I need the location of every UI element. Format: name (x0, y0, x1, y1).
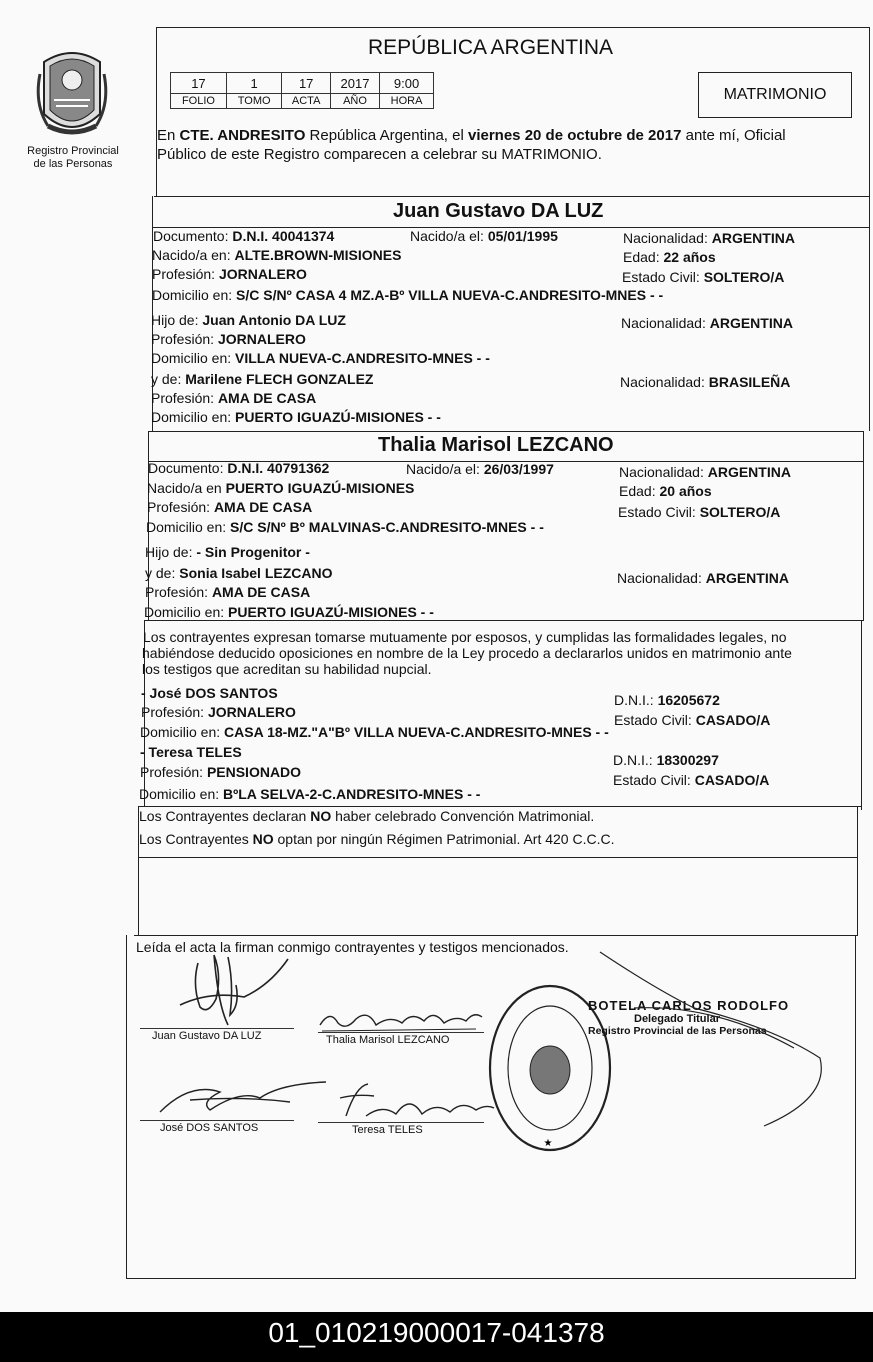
folio-label: FOLIO (171, 94, 227, 109)
value: AMA DE CASA (211, 584, 311, 600)
witness1-estado-civil (614, 712, 770, 728)
hora-value: 9:00 (380, 73, 434, 94)
official-signature (594, 948, 830, 1134)
bride-nacido-el (406, 461, 554, 477)
tomo-value: 1 (226, 73, 282, 94)
intro-text: República Argentina, el (305, 127, 468, 144)
declaration-line-1: Los contrayentes expresan tomarse mutuamente por esposos, y cumplidas las formalidades legales, no (143, 629, 787, 645)
frame-right-1 (869, 27, 870, 431)
value: ARGENTINA (705, 570, 789, 586)
value: PUERTO IGUAZÚ-MISIONES - - (235, 409, 441, 425)
label: Documento: (153, 228, 233, 244)
groom-name: Juan Gustavo DA LUZ (393, 200, 604, 222)
groom-nacionalidad (623, 230, 795, 246)
closing-statement: Leída el acta la firman conmigo contrayentes y testigos mencionados. (136, 939, 569, 955)
label: Estado Civil: (618, 504, 700, 520)
bride-signature-caption: Thalia Marisol LEZCANO (326, 1034, 450, 1046)
value: AMA DE CASA (213, 499, 313, 515)
text-bold: NO (252, 831, 274, 847)
value: 26/03/1997 (483, 461, 554, 477)
act-type-box (698, 72, 852, 118)
value: SOLTERO/A (703, 269, 785, 285)
frame-bottom (126, 1278, 856, 1279)
label: Profesión: (140, 764, 207, 780)
text-bold: NO (310, 808, 332, 824)
logo-caption (18, 145, 128, 171)
value: 22 años (663, 249, 716, 265)
groom-signature-caption: Juan Gustavo DA LUZ (152, 1030, 262, 1042)
groom-documento (153, 228, 334, 244)
label: Profesión: (147, 499, 214, 515)
frame-left-1 (156, 27, 157, 197)
value: D.N.I. 40041374 (232, 228, 335, 244)
divider-groom (154, 196, 870, 197)
declaration-line-2: habiéndose deducido oposiciones en nombre de la Ley procedo a declararlos unidos en matrimonio ante (142, 645, 792, 661)
value: JORNALERO (207, 704, 296, 720)
groom-signature-line (140, 1028, 294, 1029)
bride-signature (316, 1005, 486, 1035)
label: y de: (145, 565, 180, 581)
bride-signature-line (318, 1032, 484, 1033)
label: D.N.I.: (614, 692, 658, 708)
bride-documento (148, 460, 329, 476)
convention-line-2 (139, 831, 614, 847)
witness2-name (140, 744, 242, 760)
witness1-signature-line (140, 1120, 294, 1121)
value: PENSIONADO (206, 764, 302, 780)
intro-date: viernes 20 de octubre de 2017 (467, 127, 682, 144)
label: Domicilio en: (151, 350, 236, 366)
groom-mother-name (151, 371, 373, 387)
value: Juan Antonio DA LUZ (202, 312, 346, 328)
logo-caption-line2: de las Personas (33, 158, 113, 170)
text: optan por ningún Régimen Patrimonial. Art 420 C.C.C. (273, 831, 615, 847)
witness2-estado-civil (613, 772, 769, 788)
groom-father-profesion (151, 331, 306, 347)
acta-label: ACTA (282, 94, 331, 109)
label: Hijo de: (145, 544, 197, 560)
groom-father-domicilio (151, 350, 490, 366)
label: Nacido/a en: (152, 247, 235, 263)
bride-profesion (147, 499, 312, 515)
value: S/C S/Nº CASA 4 MZ.A-Bº VILLA NUEVA-C.ANDRESITO-MNES - - (236, 287, 664, 303)
label: Nacionalidad: (617, 570, 706, 586)
official-office: Registro Provincial de las Personas (588, 1025, 767, 1037)
intro-line-2: Público de este Registro comparecen a celebrar su MATRIMONIO. (157, 146, 602, 163)
label: Nacido/a el: (410, 228, 488, 244)
bride-edad (619, 483, 712, 499)
label: Nacido/a en (147, 480, 226, 496)
value: CASADO/A (694, 772, 770, 788)
witness1-dni (614, 692, 720, 708)
value: Sonia Isabel LEZCANO (179, 565, 333, 581)
text: Los Contrayentes declaran (139, 808, 311, 824)
value: BRASILEÑA (708, 374, 791, 390)
value: BºLA SELVA-2-C.ANDRESITO-MNES - - (223, 786, 481, 802)
label: Profesión: (145, 584, 212, 600)
label: Profesión: (152, 266, 219, 282)
bride-mother-profesion (145, 584, 310, 600)
groom-nacido-el (410, 228, 558, 244)
act-type-label: MATRIMONIO (723, 86, 827, 103)
witness1-signature-caption: José DOS SANTOS (160, 1122, 259, 1134)
witness2-signature (326, 1080, 496, 1126)
bride-mother-nacionalidad (617, 570, 789, 586)
label: Profesión: (151, 390, 218, 406)
acta-value: 17 (282, 73, 331, 94)
witness2-dni (613, 752, 719, 768)
frame-right-6 (855, 935, 856, 1279)
value: Marilene FLECH GONZALEZ (185, 371, 374, 387)
value: SOLTERO/A (699, 504, 781, 520)
text: haber celebrado Convención Matrimonial. (331, 808, 595, 824)
witness1-name (141, 685, 278, 701)
bride-mother-domicilio (144, 604, 434, 620)
folio-value: 17 (171, 73, 227, 94)
value: JORNALERO (218, 266, 307, 282)
value: - José DOS SANTOS (141, 685, 278, 701)
frame-left-5 (138, 806, 139, 936)
intro-place: CTE. ANDRESITO (179, 127, 306, 144)
frame-left-6 (126, 935, 127, 1279)
label: Profesión: (151, 331, 218, 347)
witness1-domicilio (140, 724, 609, 740)
value: CASADO/A (695, 712, 771, 728)
value: AMA DE CASA (217, 390, 317, 406)
bride-mother-name (145, 565, 333, 581)
value: 20 años (659, 483, 712, 499)
label: y de: (151, 371, 186, 387)
frame-top (156, 27, 870, 28)
groom-domicilio (152, 287, 663, 303)
value: S/C S/Nº Bº MALVINAS-C.ANDRESITO-MNES - - (230, 519, 544, 535)
value: JORNALERO (217, 331, 306, 347)
witness2-domicilio (139, 786, 480, 802)
groom-mother-nacionalidad (620, 374, 790, 390)
label: Domicilio en: (151, 409, 236, 425)
value: - Sin Progenitor - (196, 544, 310, 560)
label: Nacido/a el: (406, 461, 484, 477)
bride-name: Thalia Marisol LEZCANO (378, 434, 614, 456)
text: Los Contrayentes (139, 831, 253, 847)
province-seal-logo (34, 44, 110, 140)
groom-father-name (151, 312, 346, 328)
divider-closing (134, 935, 857, 936)
witness2-signature-caption: Teresa TELES (352, 1124, 423, 1136)
value: 18300297 (656, 752, 719, 768)
label: D.N.I.: (613, 752, 657, 768)
official-role: Delegado Titular (634, 1013, 720, 1025)
label: Nacionalidad: (619, 464, 708, 480)
value: ARGENTINA (711, 230, 795, 246)
intro-line-1 (157, 127, 786, 144)
divider-declaration (144, 620, 863, 621)
value: PUERTO IGUAZÚ-MISIONES (225, 480, 415, 496)
label: Domicilio en: (152, 287, 237, 303)
label: Edad: (619, 483, 660, 499)
act-reference-table (170, 72, 434, 109)
intro-text: ante mí, Oficial (681, 127, 786, 144)
label: Estado Civil: (622, 269, 704, 285)
groom-profesion (152, 266, 307, 282)
witness2-profesion (140, 764, 301, 780)
value: ARGENTINA (709, 315, 793, 331)
value: VILLA NUEVA-C.ANDRESITO-MNES - - (235, 350, 490, 366)
groom-mother-domicilio (151, 409, 441, 425)
witness1-signature (150, 1072, 330, 1122)
bride-nacido-en (147, 480, 414, 496)
label: Domicilio en: (144, 604, 229, 620)
witness2-signature-line (318, 1122, 484, 1123)
label: Nacionalidad: (620, 374, 709, 390)
declaration-line-3: los testigos que acreditan su habilidad nupcial. (142, 661, 432, 677)
label: Domicilio en: (139, 786, 224, 802)
value: D.N.I. 40791362 (227, 460, 330, 476)
bride-nacionalidad (619, 464, 791, 480)
label: Estado Civil: (613, 772, 695, 788)
groom-nacido-en (152, 247, 401, 263)
groom-father-nacionalidad (621, 315, 793, 331)
tomo-label: TOMO (226, 94, 282, 109)
official-name: BOTELA CARLOS RODOLFO (588, 998, 790, 1013)
value: 16205672 (657, 692, 720, 708)
value: 05/01/1995 (487, 228, 558, 244)
convention-line-1 (139, 808, 594, 824)
svg-text:★: ★ (543, 1138, 553, 1149)
divider-convention-2 (138, 857, 858, 858)
groom-edad (623, 249, 716, 265)
value: ALTE.BROWN-MISIONES (234, 247, 402, 263)
value: - Teresa TELES (140, 744, 242, 760)
bride-father-name (145, 544, 310, 560)
divider-bride (148, 431, 864, 432)
label: Hijo de: (151, 312, 203, 328)
groom-mother-profesion (151, 390, 316, 406)
anio-label: AÑO (330, 94, 379, 109)
intro-text: En (157, 127, 180, 144)
witness1-profesion (141, 704, 296, 720)
value: PUERTO IGUAZÚ-MISIONES - - (228, 604, 434, 620)
frame-right-3 (863, 431, 864, 621)
label: Documento: (148, 460, 228, 476)
bride-estado-civil (618, 504, 780, 520)
value: CASA 18-MZ."A"Bº VILLA NUEVA-C.ANDRESITO-MNES - - (224, 724, 609, 740)
divider-convention (138, 806, 861, 807)
bride-domicilio (146, 519, 544, 535)
hora-label: HORA (380, 94, 434, 109)
frame-right-5 (857, 806, 858, 936)
label: Profesión: (141, 704, 208, 720)
value: ARGENTINA (707, 464, 791, 480)
label: Nacionalidad: (623, 230, 712, 246)
label: Edad: (623, 249, 664, 265)
label: Estado Civil: (614, 712, 696, 728)
frame-right-4 (861, 620, 862, 810)
page-title: REPÚBLICA ARGENTINA (368, 36, 614, 59)
logo-caption-line1: Registro Provincial (27, 145, 119, 157)
barcode-text: 01_010219000017-041378 (0, 1312, 873, 1362)
label: Domicilio en: (146, 519, 231, 535)
label: Nacionalidad: (621, 315, 710, 331)
groom-estado-civil (622, 269, 784, 285)
label: Domicilio en: (140, 724, 225, 740)
anio-value: 2017 (330, 73, 379, 94)
